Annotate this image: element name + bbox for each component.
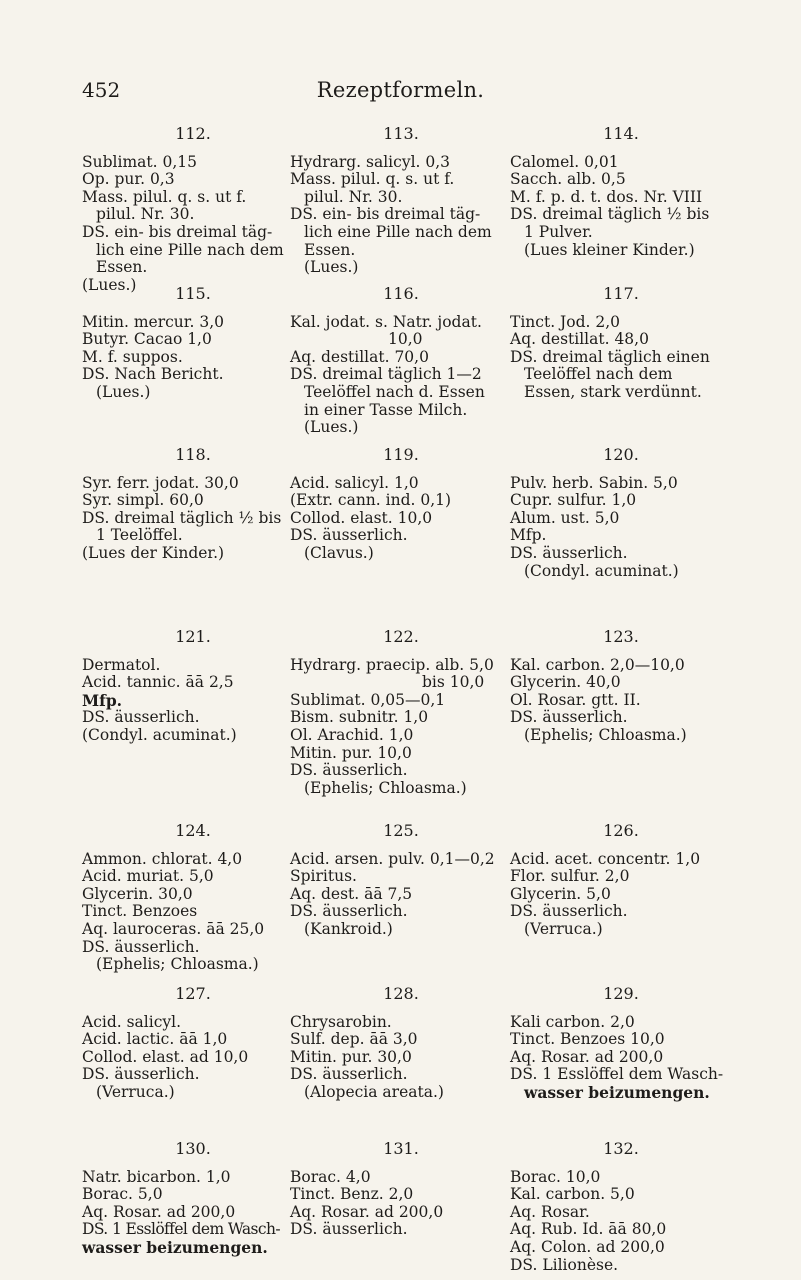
recipe-line: 10,0 bbox=[388, 330, 423, 349]
recipe-line: Aq. Rosar. ad 200,0 bbox=[82, 1202, 236, 1221]
recipe-line: Syr. ferr. jodat. 30,0 bbox=[82, 473, 239, 492]
recipe-line: Aq. Rub. Id. āā 80,0 bbox=[510, 1220, 667, 1239]
recipe-line: DS. äusserlich. bbox=[510, 708, 628, 727]
recipe-line: Teelöffel nach d. Essen bbox=[304, 382, 485, 401]
recipe-line: DS. äusserlich. bbox=[290, 902, 408, 921]
recipe-line: Sulf. dep. āā 3,0 bbox=[290, 1030, 418, 1049]
recipe-number: 116. bbox=[383, 284, 419, 303]
recipe-line: Borac. 5,0 bbox=[82, 1185, 163, 1204]
recipe-number: 129. bbox=[603, 984, 639, 1003]
recipe-line: Mfp. bbox=[510, 526, 547, 545]
recipe-line: Acid. arsen. pulv. 0,1—0,2 bbox=[290, 849, 495, 868]
recipe-line: Ammon. chlorat. 4,0 bbox=[82, 849, 243, 868]
recipe-line: DS. äusserlich. bbox=[82, 937, 200, 956]
recipe-line: Mass. pilul. q. s. ut f. bbox=[290, 170, 455, 189]
recipe-line: M. f. suppos. bbox=[82, 347, 183, 366]
recipe-line: DS. äusserlich. bbox=[290, 761, 408, 780]
recipe-line: Teelöffel nach dem bbox=[524, 365, 673, 384]
recipe-line: Glycerin. 30,0 bbox=[82, 884, 193, 903]
recipe-line: DS. dreimal täglich 1—2 bbox=[290, 365, 482, 384]
recipe-line: (Extr. cann. ind. 0,1) bbox=[290, 491, 452, 510]
recipe-number: 114. bbox=[603, 124, 639, 143]
recipe-114 bbox=[510, 125, 732, 259]
recipe-129 bbox=[510, 985, 732, 1102]
recipe-line: (Verruca.) bbox=[524, 919, 603, 938]
recipe-line: DS. dreimal täglich einen bbox=[510, 347, 710, 366]
recipe-line: DS. dreimal täglich ½ bis bbox=[510, 205, 710, 224]
recipe-line: Aq. Colon. ad 200,0 bbox=[510, 1237, 665, 1256]
recipe-number: 121. bbox=[175, 627, 211, 646]
recipe-line: Glycerin. 40,0 bbox=[510, 673, 621, 692]
recipe-line: Acid. salicyl. 1,0 bbox=[290, 473, 419, 492]
recipe-125 bbox=[290, 822, 512, 939]
recipe-line: Aq. dest. āā 7,5 bbox=[290, 884, 413, 903]
recipe-115 bbox=[82, 285, 304, 402]
recipe-line: Sublimat. 0,15 bbox=[82, 152, 197, 171]
recipe-line: (Verruca.) bbox=[96, 1082, 175, 1101]
recipe-line: (Lues der Kinder.) bbox=[82, 543, 225, 562]
recipe-line: DS. äusserlich. bbox=[290, 526, 408, 545]
recipe-line: Chrysarobin. bbox=[290, 1012, 392, 1031]
recipe-line: Calomel. 0,01 bbox=[510, 152, 619, 171]
recipe-number: 112. bbox=[175, 124, 211, 143]
recipe-line: Acid. acet. concentr. 1,0 bbox=[510, 849, 701, 868]
recipe-line: DS. äusserlich. bbox=[290, 1220, 408, 1239]
recipe-line: Tinct. Benzoes bbox=[82, 902, 198, 921]
recipe-117 bbox=[510, 285, 732, 402]
recipe-line: M. f. p. d. t. dos. Nr. VIII bbox=[510, 187, 703, 206]
recipe-number: 128. bbox=[383, 984, 419, 1003]
recipe-line: Kal. carbon. 2,0—10,0 bbox=[510, 655, 685, 674]
recipe-126 bbox=[510, 822, 732, 939]
recipe-line: Tinct. Jod. 2,0 bbox=[510, 312, 621, 331]
recipe-line: in einer Tasse Milch. bbox=[304, 400, 468, 419]
recipe-line: DS. ein- bis dreimal täg- bbox=[290, 205, 481, 224]
recipe-line: pilul. Nr. 30. bbox=[304, 187, 403, 206]
recipe-line: Syr. simpl. 60,0 bbox=[82, 491, 204, 510]
recipe-line: Mfp. bbox=[82, 690, 123, 710]
recipe-line: (Lues.) bbox=[96, 382, 151, 401]
recipe-line: Mitin. pur. 10,0 bbox=[290, 743, 412, 762]
recipe-120 bbox=[510, 446, 732, 580]
recipe-line: Mitin. pur. 30,0 bbox=[290, 1047, 412, 1066]
recipe-130 bbox=[82, 1140, 304, 1257]
recipe-line: (Kankroid.) bbox=[304, 919, 393, 938]
recipe-line: (Condyl. acuminat.) bbox=[82, 725, 237, 744]
recipe-line: wasser beizumengen. bbox=[82, 1237, 268, 1257]
recipe-line: Essen. bbox=[304, 240, 356, 259]
recipe-line: DS. Nach Bericht. bbox=[82, 365, 224, 384]
recipe-line: Aq. Rosar. ad 200,0 bbox=[290, 1202, 444, 1221]
recipe-line: DS. äusserlich. bbox=[82, 708, 200, 727]
recipe-line: lich eine Pille nach dem bbox=[304, 222, 492, 241]
recipe-line: Alum. ust. 5,0 bbox=[510, 508, 620, 527]
recipe-line: Sacch. alb. 0,5 bbox=[510, 170, 626, 189]
recipe-line: Collod. elast. ad 10,0 bbox=[82, 1047, 249, 1066]
recipe-line: Op. pur. 0,3 bbox=[82, 170, 175, 189]
recipe-line: (Lues.) bbox=[304, 418, 359, 437]
recipe-line: Aq. destillat. 70,0 bbox=[290, 347, 429, 366]
recipe-line: Acid. salicyl. bbox=[82, 1012, 182, 1031]
recipe-line: Flor. sulfur. 2,0 bbox=[510, 867, 630, 886]
recipe-line: Spiritus. bbox=[290, 867, 357, 886]
recipe-number: 120. bbox=[603, 445, 639, 464]
recipe-line: (Lues.) bbox=[304, 258, 359, 277]
recipe-124 bbox=[82, 822, 304, 974]
recipe-line: 1 Teelöffel. bbox=[96, 526, 183, 545]
recipe-line: Mitin. mercur. 3,0 bbox=[82, 312, 225, 331]
recipe-number: 115. bbox=[175, 284, 211, 303]
recipe-line: (Ephelis; Chloasma.) bbox=[524, 725, 687, 744]
recipe-number: 132. bbox=[603, 1139, 639, 1158]
recipe-line: Kali carbon. 2,0 bbox=[510, 1012, 635, 1031]
recipe-line: Essen. bbox=[96, 258, 148, 277]
recipe-line: (Ephelis; Chloasma.) bbox=[304, 778, 467, 797]
recipe-131 bbox=[290, 1140, 512, 1239]
recipe-line: Pulv. herb. Sabin. 5,0 bbox=[510, 473, 678, 492]
recipe-number: 117. bbox=[603, 284, 639, 303]
recipe-number: 113. bbox=[383, 124, 419, 143]
recipe-line: Mass. pilul. q. s. ut f. bbox=[82, 187, 247, 206]
recipe-121 bbox=[82, 628, 304, 745]
recipe-number: 125. bbox=[383, 821, 419, 840]
recipe-line: Aq. lauroceras. āā 25,0 bbox=[82, 919, 265, 938]
recipe-line: DS. 1 Esslöffel dem Wasch- bbox=[510, 1065, 724, 1084]
recipe-line: Dermatol. bbox=[82, 655, 161, 674]
recipe-127 bbox=[82, 985, 304, 1102]
recipe-112 bbox=[82, 125, 304, 294]
recipe-line: Aq. Rosar. ad 200,0 bbox=[510, 1047, 664, 1066]
recipe-number: 122. bbox=[383, 627, 419, 646]
recipe-line: Hydrarg. praecip. alb. 5,0 bbox=[290, 655, 494, 674]
recipe-line: (Ephelis; Chloasma.) bbox=[96, 955, 259, 974]
recipe-line: (Lues.) bbox=[82, 275, 137, 294]
recipe-line: DS. 1 Esslöffel dem Wasch- bbox=[82, 1220, 280, 1239]
recipe-line: Glycerin. 5,0 bbox=[510, 884, 611, 903]
recipe-line: Essen, stark verdünnt. bbox=[524, 382, 702, 401]
recipe-line: (Condyl. acuminat.) bbox=[524, 561, 679, 580]
recipe-line: Tinct. Benz. 2,0 bbox=[290, 1185, 414, 1204]
recipe-number: 126. bbox=[603, 821, 639, 840]
recipe-line: Acid. tannic. āā 2,5 bbox=[82, 673, 234, 692]
recipe-number: 119. bbox=[383, 445, 419, 464]
recipe-number: 123. bbox=[603, 627, 639, 646]
recipe-line: wasser beizumengen. bbox=[524, 1082, 710, 1102]
recipe-line: Butyr. Cacao 1,0 bbox=[82, 330, 212, 349]
recipe-line: Aq. Rosar. bbox=[510, 1202, 590, 1221]
recipe-line: Tinct. Benzoes 10,0 bbox=[510, 1030, 665, 1049]
recipe-line: Ol. Rosar. gtt. II. bbox=[510, 690, 641, 709]
recipe-line: DS. Lilionèse. bbox=[510, 1255, 619, 1274]
recipe-118 bbox=[82, 446, 304, 563]
recipe-line: Ol. Arachid. 1,0 bbox=[290, 725, 414, 744]
recipe-line: DS. äusserlich. bbox=[510, 543, 628, 562]
recipe-line: DS. äusserlich. bbox=[510, 902, 628, 921]
recipe-line: bis 10,0 bbox=[422, 673, 485, 692]
page-header bbox=[0, 78, 801, 108]
recipe-number: 118. bbox=[175, 445, 211, 464]
recipe-line: (Clavus.) bbox=[304, 543, 374, 562]
recipe-line: Hydrarg. salicyl. 0,3 bbox=[290, 152, 451, 171]
recipe-119 bbox=[290, 446, 512, 563]
recipe-122 bbox=[290, 628, 512, 797]
recipe-line: (Lues kleiner Kinder.) bbox=[524, 240, 695, 259]
recipe-number: 131. bbox=[383, 1139, 419, 1158]
recipe-line: (Alopecia areata.) bbox=[304, 1082, 444, 1101]
recipe-line: Bism. subnitr. 1,0 bbox=[290, 708, 429, 727]
recipe-line: Sublimat. 0,05—0,1 bbox=[290, 690, 446, 709]
recipe-line: Acid. lactic. āā 1,0 bbox=[82, 1030, 228, 1049]
recipe-line: Acid. muriat. 5,0 bbox=[82, 867, 214, 886]
recipe-line: 1 Pulver. bbox=[524, 222, 593, 241]
recipe-123 bbox=[510, 628, 732, 745]
recipe-113 bbox=[290, 125, 512, 277]
recipe-line: Borac. 4,0 bbox=[290, 1167, 371, 1186]
recipe-line: lich eine Pille nach dem bbox=[96, 240, 284, 259]
recipe-number: 127. bbox=[175, 984, 211, 1003]
running-title: Rezeptformeln. bbox=[316, 78, 485, 102]
recipe-line: pilul. Nr. 30. bbox=[96, 205, 195, 224]
page-number: 452 bbox=[82, 78, 121, 102]
recipe-line: DS. dreimal täglich ½ bis bbox=[82, 508, 282, 527]
recipe-line: Borac. 10,0 bbox=[510, 1167, 601, 1186]
recipe-line: Kal. carbon. 5,0 bbox=[510, 1185, 635, 1204]
recipe-line: Kal. jodat. s. Natr. jodat. bbox=[290, 312, 482, 331]
recipe-128 bbox=[290, 985, 512, 1102]
recipe-line: Collod. elast. 10,0 bbox=[290, 508, 433, 527]
recipe-116 bbox=[290, 285, 512, 437]
recipe-number: 130. bbox=[175, 1139, 211, 1158]
recipe-line: DS. ein- bis dreimal täg- bbox=[82, 222, 273, 241]
recipe-132 bbox=[510, 1140, 732, 1274]
recipe-line: Cupr. sulfur. 1,0 bbox=[510, 491, 637, 510]
recipe-line: DS. äusserlich. bbox=[82, 1065, 200, 1084]
recipe-line: Natr. bicarbon. 1,0 bbox=[82, 1167, 231, 1186]
recipe-number: 124. bbox=[175, 821, 211, 840]
recipe-line: Aq. destillat. 48,0 bbox=[510, 330, 649, 349]
recipe-line: DS. äusserlich. bbox=[290, 1065, 408, 1084]
